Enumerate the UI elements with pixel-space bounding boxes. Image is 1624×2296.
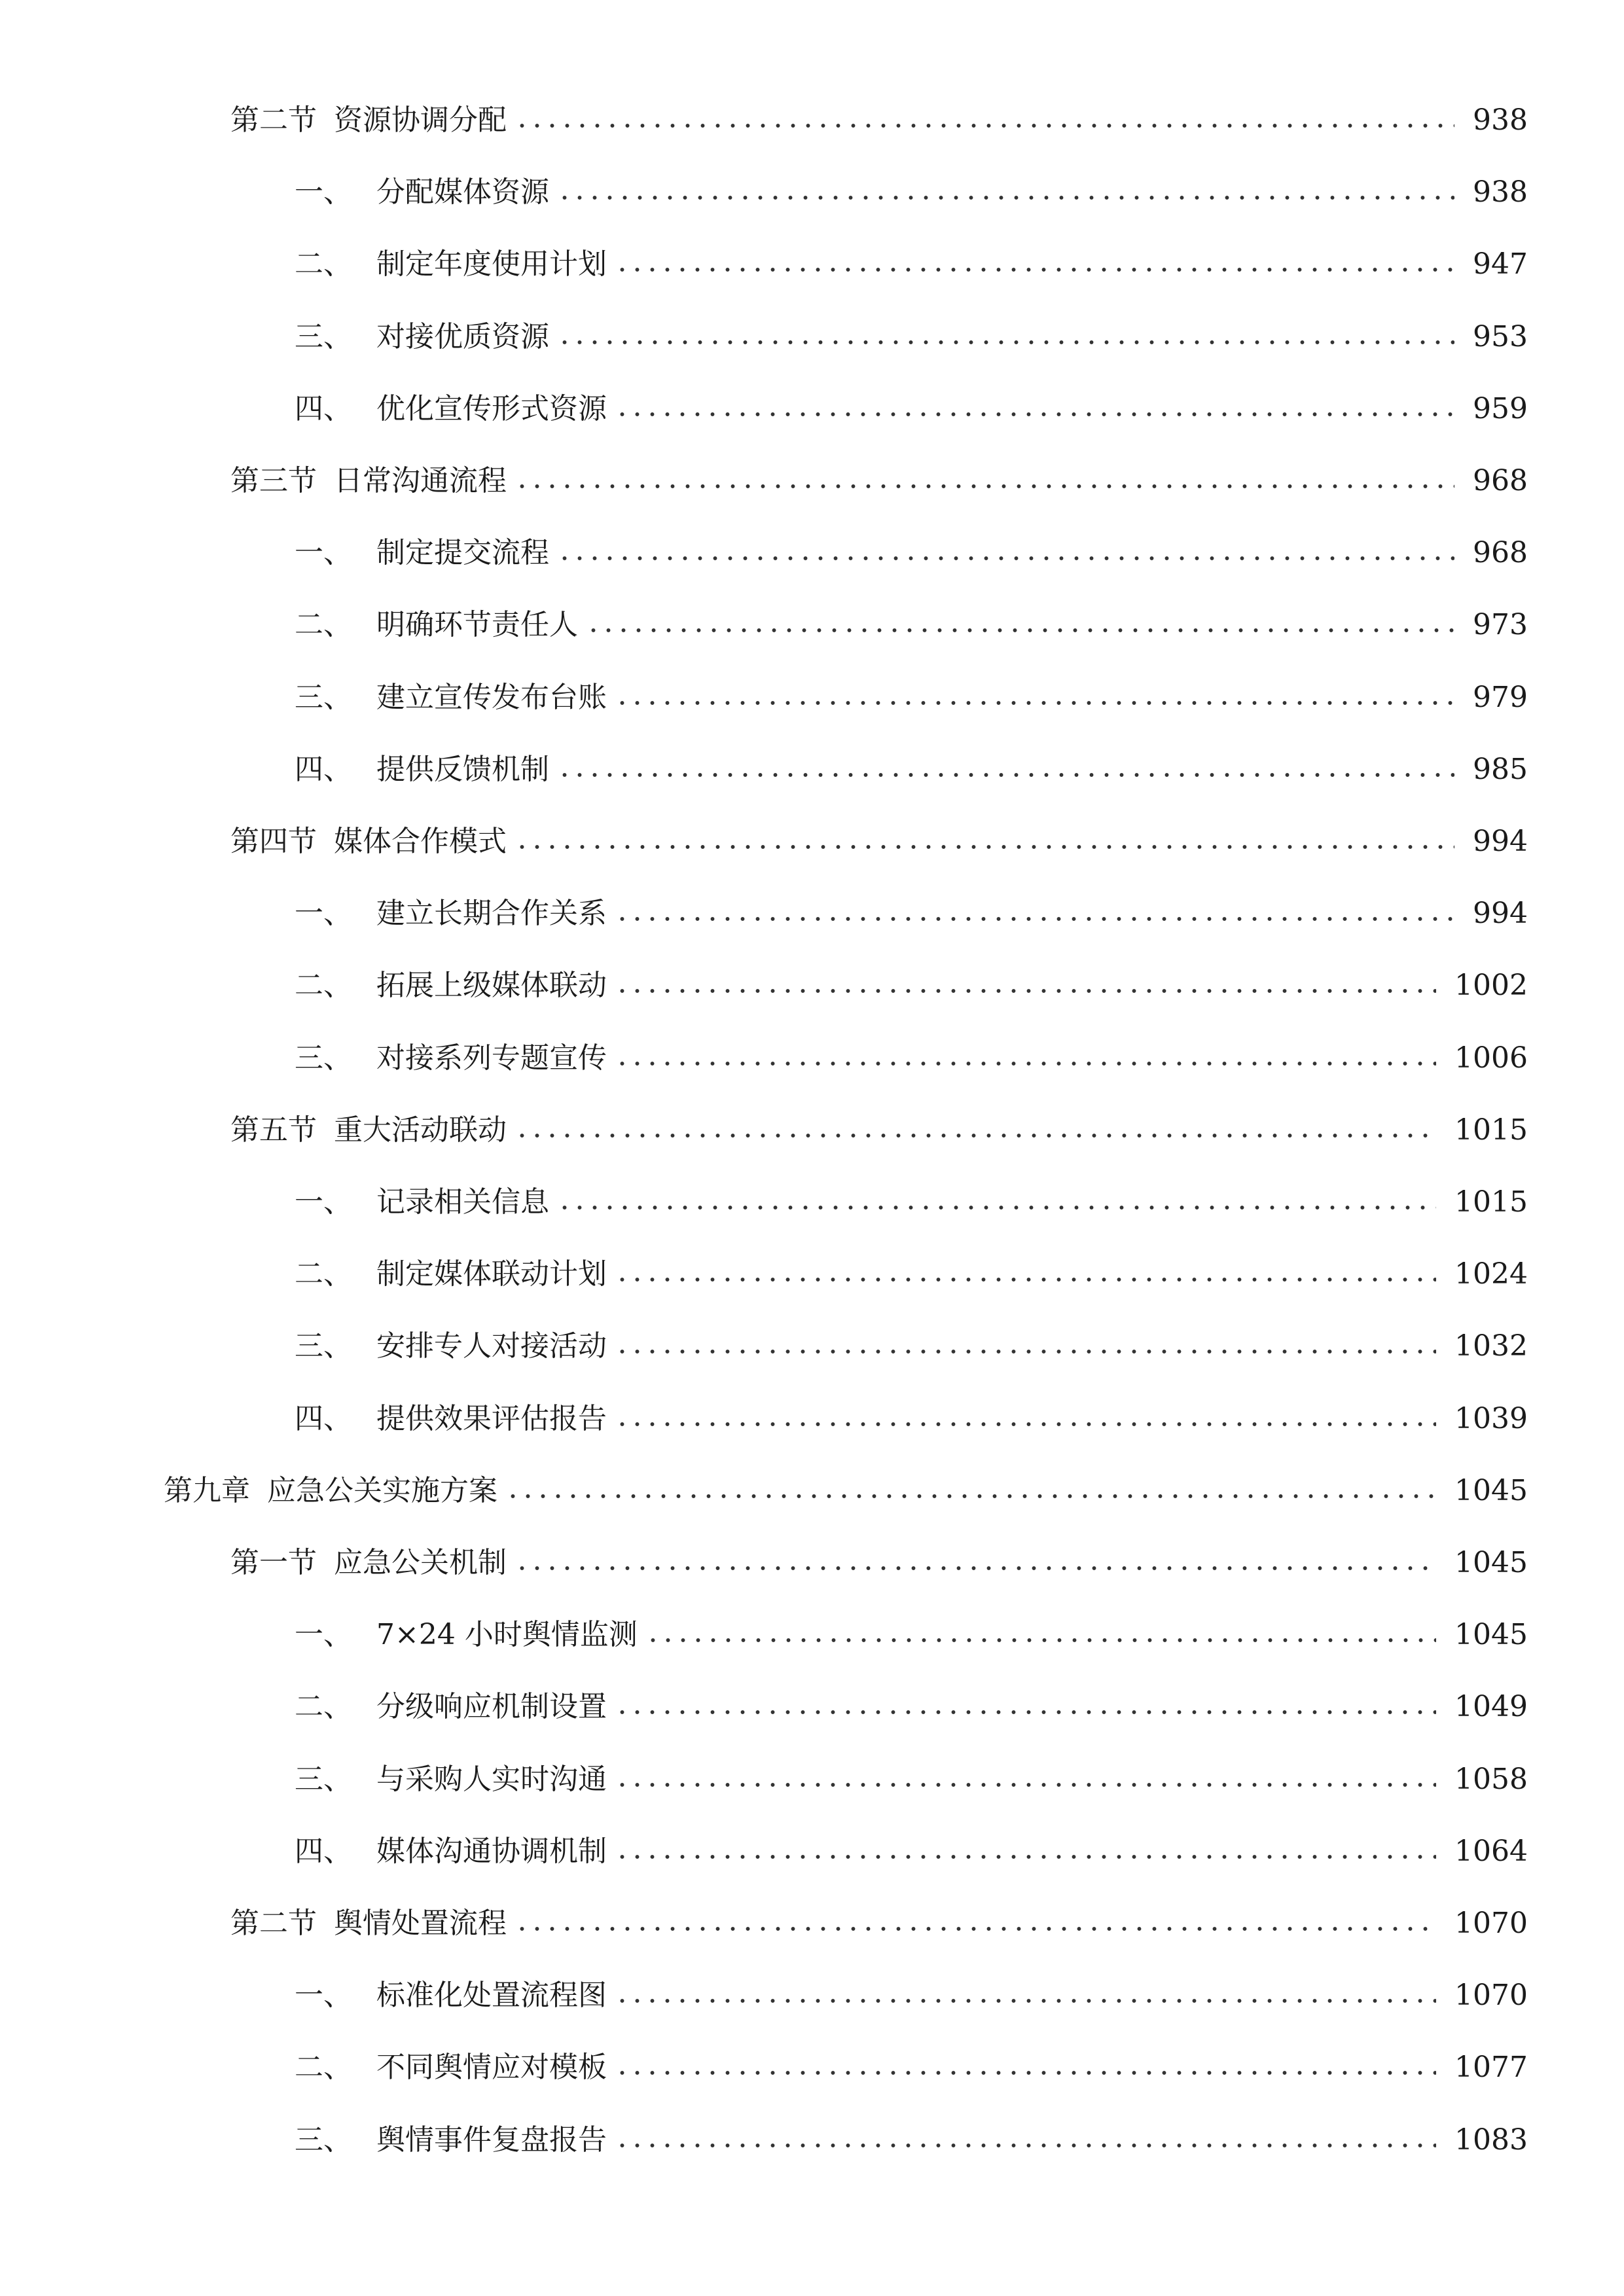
toc-entry-number: 三、 bbox=[295, 319, 352, 353]
toc-entry-title: 记录相关信息 bbox=[376, 1185, 549, 1219]
toc-entry-label bbox=[295, 1969, 607, 2022]
toc-entry-label bbox=[295, 238, 607, 291]
dot-leader bbox=[615, 2142, 1436, 2149]
dot-leader bbox=[615, 411, 1454, 418]
dot-leader bbox=[514, 483, 1454, 490]
dot-leader bbox=[557, 194, 1454, 201]
toc-subsection-entry[interactable] bbox=[295, 383, 1528, 435]
dot-leader bbox=[615, 1348, 1436, 1355]
toc-entry-label bbox=[295, 1753, 607, 1806]
toc-section-entry[interactable] bbox=[230, 455, 1528, 507]
toc-entry-title: 与采购人实时沟通 bbox=[376, 1762, 607, 1796]
dot-leader bbox=[615, 1709, 1436, 1715]
toc-entry-number: 四、 bbox=[295, 752, 352, 786]
dot-leader bbox=[514, 844, 1454, 850]
dot-leader bbox=[557, 339, 1454, 346]
toc-entry-title: 对接系列专题宣传 bbox=[376, 1041, 607, 1075]
toc-entry-title: 舆情处置流程 bbox=[334, 1907, 507, 1940]
toc-entry-number: 三、 bbox=[295, 1329, 352, 1363]
toc-entry-title: 提供效果评估报告 bbox=[376, 1401, 607, 1435]
toc-entry-label bbox=[295, 1248, 607, 1300]
toc-page-number: 1070 bbox=[1454, 1907, 1528, 1940]
toc-entry-title: 拓展上级媒体联动 bbox=[376, 969, 607, 1003]
toc-page-number: 938 bbox=[1473, 103, 1528, 137]
toc-entry-title: 应急公关实施方案 bbox=[267, 1473, 497, 1507]
toc-entry-prefix: 第四节 bbox=[230, 825, 317, 858]
toc-page-number: 1006 bbox=[1454, 1041, 1528, 1075]
toc-subsection-entry[interactable] bbox=[295, 1176, 1528, 1229]
toc-entry-label bbox=[295, 744, 549, 796]
toc-entry-title: 日常沟通流程 bbox=[334, 464, 507, 497]
toc-entry-number: 三、 bbox=[295, 2123, 352, 2157]
toc-entry-prefix: 第二节 bbox=[230, 1907, 317, 1940]
toc-entry-number: 二、 bbox=[295, 608, 352, 642]
toc-entry-prefix: 第三节 bbox=[230, 464, 317, 497]
toc-entry-title: 分配媒体资源 bbox=[376, 175, 549, 209]
toc-entry-label bbox=[230, 94, 507, 147]
toc-page-number: 1015 bbox=[1454, 1113, 1528, 1147]
toc-subsection-entry[interactable] bbox=[295, 311, 1528, 363]
toc-subsection-entry[interactable] bbox=[295, 166, 1528, 219]
toc-entry-title: 建立长期合作关系 bbox=[376, 897, 607, 931]
dot-leader bbox=[514, 1926, 1436, 1932]
toc-entry-title: 安排专人对接活动 bbox=[376, 1329, 607, 1363]
dot-leader bbox=[615, 266, 1454, 273]
toc-entry-number: 四、 bbox=[295, 1834, 352, 1868]
toc-entry-title: 制定媒体联动计划 bbox=[376, 1257, 607, 1291]
toc-entry-prefix: 第九章 bbox=[164, 1473, 250, 1507]
dot-leader bbox=[615, 916, 1454, 922]
toc-entry-title: 媒体沟通协调机制 bbox=[376, 1834, 607, 1868]
toc-page-number: 1039 bbox=[1454, 1401, 1528, 1435]
toc-entry-title: 分级响应机制设置 bbox=[376, 1690, 607, 1724]
toc-page-number: 953 bbox=[1473, 319, 1528, 353]
toc-entry-number: 二、 bbox=[295, 1257, 352, 1291]
toc-entry-title: 媒体合作模式 bbox=[334, 825, 507, 858]
toc-entry-label bbox=[295, 1681, 607, 1733]
toc-subsection-entry[interactable] bbox=[295, 527, 1528, 579]
toc-section-entry[interactable] bbox=[230, 1897, 1528, 1950]
dot-leader bbox=[586, 627, 1454, 634]
toc-entry-label bbox=[230, 455, 507, 507]
toc-entry-label bbox=[295, 1032, 607, 1085]
toc-page-number: 1032 bbox=[1454, 1329, 1528, 1363]
toc-entry-number: 二、 bbox=[295, 247, 352, 281]
toc-entry-label bbox=[295, 166, 549, 219]
toc-subsection-entry[interactable] bbox=[295, 960, 1528, 1012]
toc-subsection-entry[interactable] bbox=[295, 238, 1528, 291]
toc-subsection-entry[interactable] bbox=[295, 1969, 1528, 2022]
toc-entry-label bbox=[295, 1320, 607, 1372]
dot-leader bbox=[615, 1421, 1436, 1427]
toc-page-number: 1045 bbox=[1454, 1618, 1528, 1652]
dot-leader bbox=[615, 2070, 1436, 2076]
toc-entry-title: 制定提交流程 bbox=[376, 536, 549, 570]
toc-entry-label bbox=[295, 2041, 607, 2094]
toc-page-number: 979 bbox=[1473, 680, 1528, 714]
toc-entry-label bbox=[295, 1393, 607, 1445]
toc-entry-number: 四、 bbox=[295, 1401, 352, 1435]
toc-entry-label bbox=[295, 888, 607, 940]
dot-leader bbox=[557, 1204, 1436, 1211]
toc-page-number: 1077 bbox=[1454, 2051, 1528, 2085]
toc-entry-number: 二、 bbox=[295, 2051, 352, 2085]
toc-page-number: 1015 bbox=[1454, 1185, 1528, 1219]
dot-leader bbox=[615, 1782, 1436, 1788]
toc-entry-number: 一、 bbox=[295, 175, 352, 209]
toc-section-entry[interactable] bbox=[230, 1104, 1528, 1157]
toc-entry-prefix: 第五节 bbox=[230, 1113, 317, 1147]
dot-leader bbox=[514, 1565, 1436, 1571]
dot-leader bbox=[557, 772, 1454, 778]
dot-leader bbox=[615, 1998, 1436, 2004]
toc-section-entry[interactable] bbox=[230, 1537, 1528, 1589]
toc-page-number: 1002 bbox=[1454, 969, 1528, 1003]
toc-entry-label bbox=[164, 1465, 497, 1517]
dot-leader bbox=[645, 1637, 1436, 1643]
toc-page-number: 1064 bbox=[1454, 1834, 1528, 1868]
toc-entry-number: 三、 bbox=[295, 680, 352, 714]
toc-page-number: 947 bbox=[1473, 247, 1528, 281]
toc-entry-label bbox=[295, 1176, 549, 1229]
toc-entry-number: 三、 bbox=[295, 1041, 352, 1075]
toc-page-number: 1045 bbox=[1454, 1473, 1528, 1507]
toc-page-number: 985 bbox=[1473, 752, 1528, 786]
dot-leader bbox=[615, 700, 1454, 706]
toc-page-number: 938 bbox=[1473, 175, 1528, 209]
toc-section-entry[interactable] bbox=[230, 816, 1528, 868]
toc-entry-title: 重大活动联动 bbox=[334, 1113, 507, 1147]
toc-entry-label bbox=[295, 383, 607, 435]
toc-chapter-entry[interactable] bbox=[164, 1465, 1528, 1517]
toc-page-number: 1058 bbox=[1454, 1762, 1528, 1796]
dot-leader bbox=[615, 1060, 1436, 1067]
toc-entry-label bbox=[295, 1609, 638, 1661]
toc-entry-label bbox=[295, 311, 549, 363]
toc-entry-label bbox=[230, 816, 507, 868]
toc-page-number: 968 bbox=[1473, 536, 1528, 570]
dot-leader bbox=[514, 122, 1454, 129]
toc-page-number: 994 bbox=[1473, 825, 1528, 858]
toc-entry-title: 不同舆情应对模板 bbox=[376, 2051, 607, 2085]
toc-entry-number: 二、 bbox=[295, 969, 352, 1003]
toc-entry-title: 7×24 小时舆情监测 bbox=[376, 1618, 638, 1652]
toc-subsection-entry[interactable] bbox=[295, 1681, 1528, 1733]
toc-entry-label bbox=[295, 527, 549, 579]
toc-entry-title: 标准化处置流程图 bbox=[376, 1979, 607, 2013]
toc-entry-title: 应急公关机制 bbox=[334, 1546, 507, 1579]
toc-entry-title: 明确环节责任人 bbox=[376, 608, 578, 642]
toc-entry-label bbox=[230, 1897, 507, 1950]
toc-entry-label bbox=[230, 1537, 507, 1589]
toc-page-number: 1083 bbox=[1454, 2123, 1528, 2157]
toc-entry-prefix: 第二节 bbox=[230, 103, 317, 137]
dot-leader bbox=[615, 1276, 1436, 1283]
toc-subsection-entry[interactable] bbox=[295, 2041, 1528, 2094]
toc-entry-prefix: 第一节 bbox=[230, 1546, 317, 1579]
toc-page-number: 973 bbox=[1473, 608, 1528, 642]
toc-subsection-entry[interactable] bbox=[295, 1609, 1528, 1661]
toc-entry-label bbox=[295, 599, 578, 651]
toc-entry-number: 一、 bbox=[295, 1618, 352, 1652]
toc-subsection-entry[interactable] bbox=[295, 1393, 1528, 1445]
toc-entry-title: 制定年度使用计划 bbox=[376, 247, 607, 281]
toc-entry-number: 四、 bbox=[295, 391, 352, 425]
toc-page-number: 1049 bbox=[1454, 1690, 1528, 1724]
toc-entry-label bbox=[295, 672, 607, 724]
toc-entry-number: 一、 bbox=[295, 1185, 352, 1219]
dot-leader bbox=[615, 1854, 1436, 1860]
dot-leader bbox=[557, 555, 1454, 562]
toc-entry-label bbox=[295, 960, 607, 1012]
toc-entry-number: 一、 bbox=[295, 1979, 352, 2013]
toc-subsection-entry[interactable] bbox=[295, 1248, 1528, 1300]
toc-entry-number: 三、 bbox=[295, 1762, 352, 1796]
toc-page-number: 1070 bbox=[1454, 1979, 1528, 2013]
toc-subsection-entry[interactable] bbox=[295, 599, 1528, 651]
toc-entry-title: 舆情事件复盘报告 bbox=[376, 2123, 607, 2157]
dot-leader bbox=[615, 988, 1436, 994]
toc-page-number: 959 bbox=[1473, 391, 1528, 425]
toc-page-number: 968 bbox=[1473, 464, 1528, 497]
toc-entry-label bbox=[230, 1104, 507, 1157]
toc-entry-title: 优化宣传形式资源 bbox=[376, 391, 607, 425]
toc-entry-label bbox=[295, 2114, 607, 2166]
toc-subsection-entry[interactable] bbox=[295, 1753, 1528, 1806]
toc-subsection-entry[interactable] bbox=[295, 1032, 1528, 1085]
toc-entry-title: 建立宣传发布台账 bbox=[376, 680, 607, 714]
toc-subsection-entry[interactable] bbox=[295, 1825, 1528, 1878]
toc-page-number: 994 bbox=[1473, 897, 1528, 931]
toc-page-number: 1024 bbox=[1454, 1257, 1528, 1291]
toc-entry-number: 二、 bbox=[295, 1690, 352, 1724]
dot-leader bbox=[505, 1493, 1436, 1499]
toc-entry-title: 对接优质资源 bbox=[376, 319, 549, 353]
toc-subsection-entry[interactable] bbox=[295, 2114, 1528, 2166]
toc-entry-number: 一、 bbox=[295, 897, 352, 931]
toc-entry-title: 资源协调分配 bbox=[334, 103, 507, 137]
toc-page-number: 1045 bbox=[1454, 1546, 1528, 1579]
toc-subsection-entry[interactable] bbox=[295, 888, 1528, 940]
toc-subsection-entry[interactable] bbox=[295, 1320, 1528, 1372]
toc-entry-title: 提供反馈机制 bbox=[376, 752, 549, 786]
toc-subsection-entry[interactable] bbox=[295, 672, 1528, 724]
toc-entry-label bbox=[295, 1825, 607, 1878]
toc-subsection-entry[interactable] bbox=[295, 744, 1528, 796]
toc-section-entry[interactable] bbox=[230, 94, 1528, 147]
toc-entry-number: 一、 bbox=[295, 536, 352, 570]
dot-leader bbox=[514, 1132, 1436, 1139]
